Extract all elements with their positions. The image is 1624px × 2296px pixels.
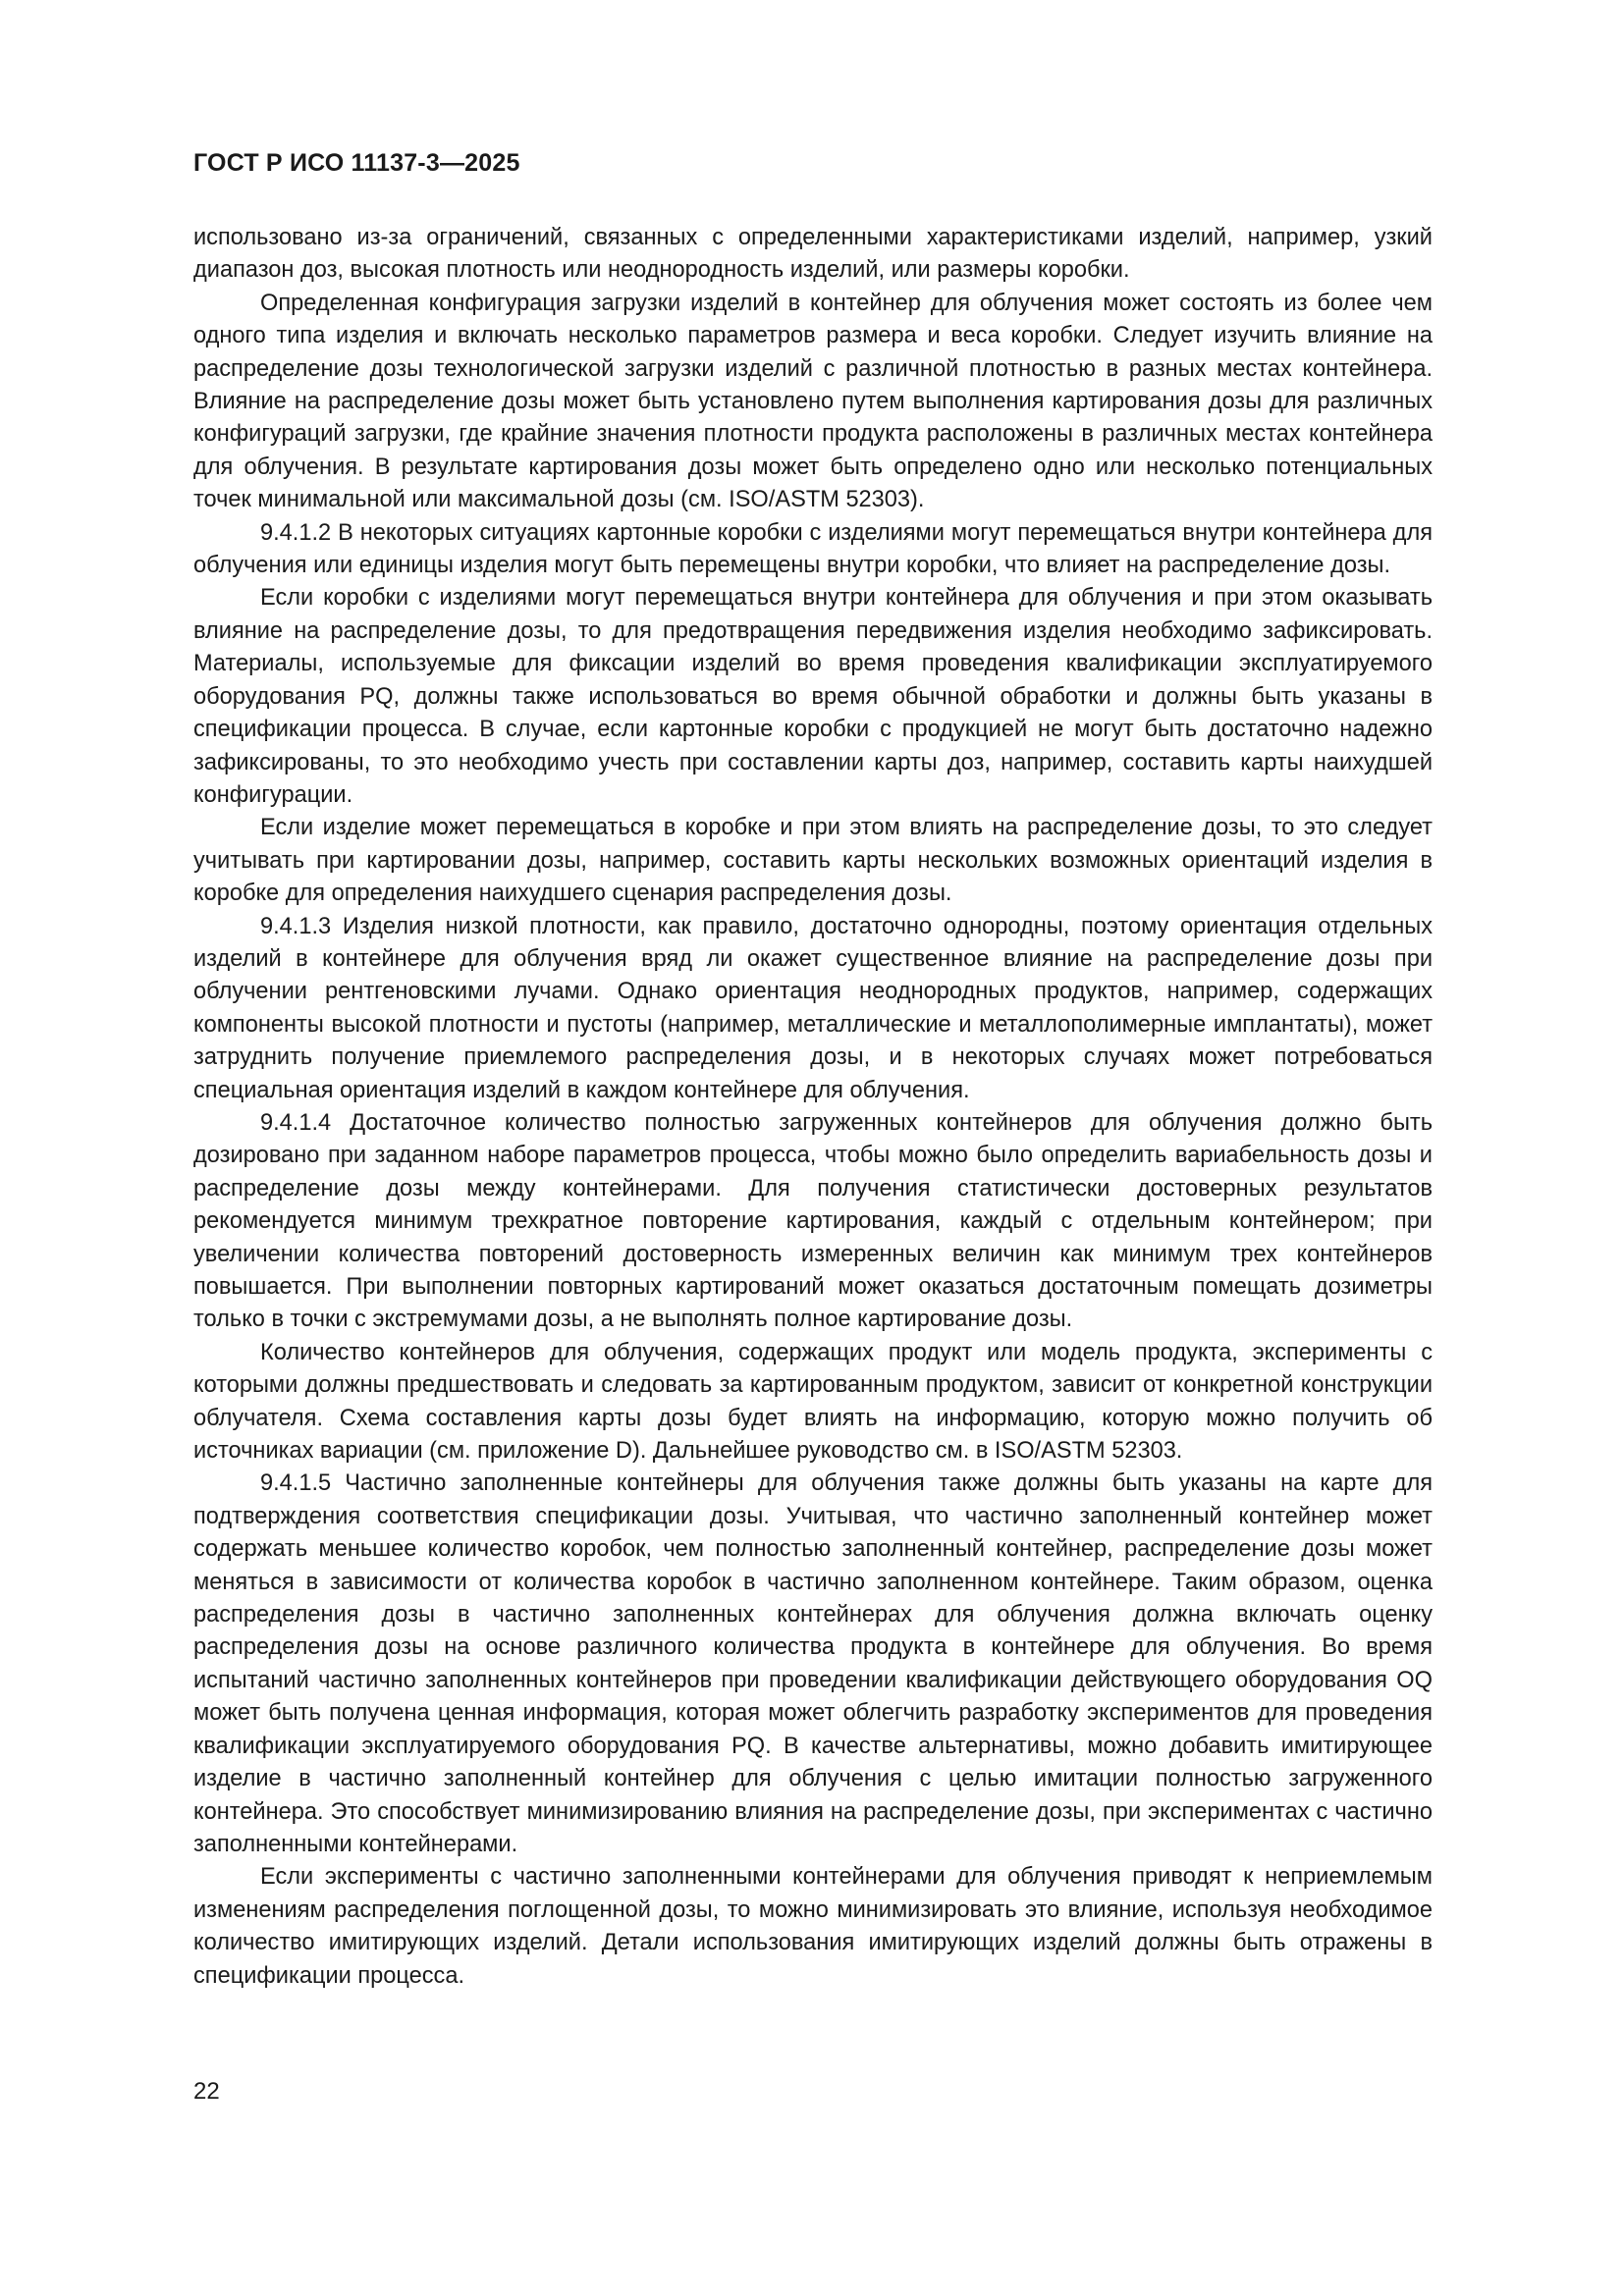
- paragraph: Если эксперименты с частично заполненными контейнерами для облучения приводят к неприемлемым изменениям распределения поглощенной дозы, то можно минимизировать это влияние, используя необходимое количество имитирующих изделий. Детали использования имитирующих изделий должны быть отражены в спецификации процесса.: [193, 1864, 1433, 1989]
- page-number: 22: [193, 2078, 220, 2105]
- paragraph: Если изделие может перемещаться в коробке и при этом влиять на распределение дозы, то это следует учитывать при картировании дозы, например, составить карты нескольких возможных ориентаций изделия в коробке для определения наихудшего сценария распределения дозы.: [193, 815, 1433, 907]
- paragraph-continuation: использовано из-за ограничений, связанных с определенными характеристиками изделий, например, узкий диапазон доз, высокая плотность или неоднородность изделий, или размеры коробки.: [193, 225, 1433, 284]
- paragraph: Определенная конфигурация загрузки изделий в контейнер для облучения может состоять из более чем одного типа изделия и включать несколько параметров размера и веса коробки. Следует изучить влияние на распределение дозы технологической загрузки изделий с различной плотностью в разных местах контейнера. Влияние на распределение дозы может быть установлено путем выполнения картирования дозы для различных конфигураций загрузки, где крайние значения плотности продукта расположены в различных местах контейнера для облучения. В результате картирования дозы может быть определено одно или несколько потенциальных точек минимальной или максимальной дозы (см. ISO/ASTM 52303).: [193, 290, 1433, 513]
- paragraph-9-4-1-4: 9.4.1.4 Достаточное количество полностью загруженных контейнеров для облучения должно быть дозировано при заданном наборе параметров процесса, чтобы можно было определить вариабельность дозы и распределение дозы между контейнерами. Для получения статистически достоверных результатов рекомендуется минимум трехкратное повторение картирования, каждый с отдельным контейнером; при увеличении количества повторений достоверность измеренных величин как минимум трех контейнеров повышается. При выполнении повторных картирований может оказаться достаточным помещать дозиметры только в точки с экстремумами дозы, а не выполнять полное картирование дозы.: [193, 1109, 1433, 1333]
- paragraph-9-4-1-5: 9.4.1.5 Частично заполненные контейнеры для облучения также должны быть указаны на карте для подтверждения соответствия спецификации дозы. Учитывая, что частично заполненный контейнер может содержать меньшее количество коробок, чем полностью заполненный контейнер, распределение дозы может меняться в зависимости от количества коробок в частично заполненном контейнере. Таким образом, оценка распределения дозы в частично заполненных контейнерах для облучения должна включать оценку распределения дозы на основе различного количества продукта в контейнере для облучения. Во время испытаний частично заполненных контейнеров при проведении квалификации действующего оборудования OQ может быть получена ценная информация, которая может облегчить разработку экспериментов для проведения квалификации эксплуатируемого оборудования PQ. В качестве альтернативы, можно добавить имитирующее изделие в частично заполненный контейнер для облучения с целью имитации полностью загруженного контейнера. Это способствует минимизированию влияния на распределение дозы, при экспериментах с частично заполненными контейнерами.: [193, 1470, 1433, 1857]
- paragraph: Если коробки с изделиями могут перемещаться внутри контейнера для облучения и при этом оказывать влияние на распределение дозы, то для предотвращения передвижения изделия необходимо зафиксировать. Материалы, используемые для фиксации изделий во время проведения квалификации эксплуатируемого оборудования PQ, должны также использоваться во время обычной обработки и должны быть указаны в спецификации процесса. В случае, если картонные коробки с продукцией не могут быть достаточно надежно зафиксированы, то это необходимо учесть при составлении карты доз, например, составить карты наихудшей конфигурации.: [193, 585, 1433, 808]
- paragraph: Количество контейнеров для облучения, содержащих продукт или модель продукта, эксперименты с которыми должны предшествовать и следовать за картированным продуктом, зависит от конкретной конструкции облучателя. Схема составления карты дозы будет влиять на информацию, которую можно получить об источниках вариации (см. приложение D). Дальнейшее руководство см. в ISO/ASTM 52303.: [193, 1339, 1433, 1465]
- paragraph-9-4-1-2: 9.4.1.2 В некоторых ситуациях картонные коробки с изделиями могут перемещаться внутри контейнера для облучения или единицы изделия могут быть перемещены внутри коробки, что влияет на распределение дозы.: [193, 519, 1433, 579]
- body-text: [193, 222, 1433, 1993]
- paragraph-9-4-1-3: 9.4.1.3 Изделия низкой плотности, как правило, достаточно однородны, поэтому ориентация отдельных изделий в контейнере для облучения вряд ли окажет существенное влияние на распределение дозы при облучении рентгеновскими лучами. Однако ориентация неоднородных продуктов, например, содержащих компоненты высокой плотности и пустоты (например, металлические и металлополимерные имплантаты), может затруднить получение приемлемого распределения дозы, и в некоторых случаях может потребоваться специальная ориентация изделий в каждом контейнере для облучения.: [193, 913, 1433, 1103]
- document-standard-title: ГОСТ Р ИСО 11137-3—2025: [193, 149, 520, 177]
